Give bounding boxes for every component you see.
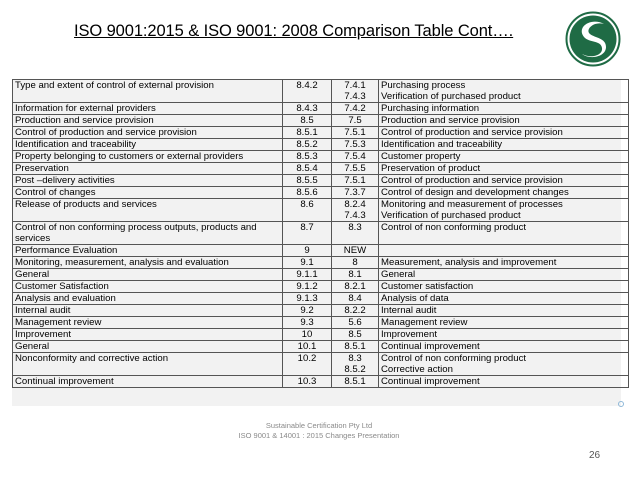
iso2008-clause: 8.5 — [348, 329, 362, 340]
requirement-name-cell: Release of products and services — [13, 199, 283, 222]
requirement-name-cell: Production and service provision — [13, 115, 283, 127]
requirement-name-cell: Type and extent of control of external provision — [13, 80, 283, 103]
iso2008-clause-cell — [332, 199, 379, 222]
iso2008-clause-cell — [332, 305, 379, 317]
iso2008-title: Customer property — [381, 151, 461, 162]
iso2008-clause: 7.5.5 — [344, 163, 366, 174]
iso2008-title-cell — [379, 257, 629, 269]
iso2015-clause-cell: 10 — [283, 329, 332, 341]
iso2008-title-cell — [379, 376, 629, 388]
requirement-name-cell: Nonconformity and corrective action — [13, 353, 283, 376]
iso2015-clause-cell: 10.2 — [283, 353, 332, 376]
iso2008-clause: 8.2.2 — [344, 305, 366, 316]
iso2008-clause-cell — [332, 329, 379, 341]
iso2008-title-cell — [379, 269, 629, 281]
iso2008-clause: 7.5 — [348, 115, 362, 126]
iso2008-clause-cell — [332, 376, 379, 388]
iso2008-clause-cell — [332, 341, 379, 353]
table-row — [13, 127, 629, 139]
iso2008-clause-cell — [332, 127, 379, 139]
iso2008-title: Control of design and development changes — [381, 187, 569, 198]
iso2008-clause: 8.2.1 — [344, 281, 366, 292]
company-logo-icon — [565, 11, 621, 67]
table-row — [13, 139, 629, 151]
iso2008-clause-cell — [332, 187, 379, 199]
iso2008-clause-cell — [332, 103, 379, 115]
table-row — [13, 187, 629, 199]
requirement-name-cell: Control of production and service provision — [13, 127, 283, 139]
iso2015-clause-cell: 9.1.2 — [283, 281, 332, 293]
iso2008-clause-cell — [332, 80, 379, 103]
iso2008-clause: NEW — [343, 245, 367, 256]
iso2008-title: Corrective action — [381, 364, 453, 375]
table-row — [13, 103, 629, 115]
iso2008-title-cell — [379, 163, 629, 175]
iso2008-title-cell — [379, 103, 629, 115]
iso2008-clause-cell — [332, 245, 379, 257]
iso2008-title: Internal audit — [381, 305, 437, 316]
iso2008-clause: 7.5.4 — [344, 151, 366, 162]
iso2008-title: General — [381, 269, 416, 280]
requirement-name-cell: Internal audit — [13, 305, 283, 317]
page-number: 26 — [589, 450, 601, 461]
iso2008-title: Monitoring and measurement of processes — [381, 199, 563, 210]
iso2008-title-cell — [379, 115, 629, 127]
table-row — [13, 353, 629, 376]
table-row — [13, 222, 629, 245]
iso2008-title: Measurement, analysis and improvement — [381, 257, 557, 268]
iso2008-clause-cell — [332, 115, 379, 127]
iso2008-title: Continual improvement — [381, 341, 480, 352]
iso2015-clause-cell: 8.5 — [283, 115, 332, 127]
table-row — [13, 281, 629, 293]
iso2008-title: Verification of purchased product — [381, 210, 521, 221]
iso2015-clause-cell: 8.5.1 — [283, 127, 332, 139]
iso2008-title-cell — [379, 329, 629, 341]
iso2008-title-cell — [379, 293, 629, 305]
iso2015-clause-cell: 8.4.3 — [283, 103, 332, 115]
requirement-name-cell: General — [13, 341, 283, 353]
iso2015-clause-cell: 8.5.2 — [283, 139, 332, 151]
requirement-name-cell: Control of changes — [13, 187, 283, 199]
iso2008-clause-cell — [332, 163, 379, 175]
iso2015-clause-cell: 8.5.3 — [283, 151, 332, 163]
iso2015-clause-cell: 9.2 — [283, 305, 332, 317]
iso2008-title: Control of non conforming product — [381, 222, 527, 233]
table-row — [13, 115, 629, 127]
iso2015-clause-cell: 8.5.4 — [283, 163, 332, 175]
iso2008-clause-cell — [332, 317, 379, 329]
iso2015-clause-cell: 8.5.6 — [283, 187, 332, 199]
iso2008-clause: 5.6 — [348, 317, 362, 328]
slide-title: ISO 9001:2015 & ISO 9001: 2008 Comparison Table Cont…. — [74, 22, 514, 40]
table-row — [13, 199, 629, 222]
table-row — [13, 341, 629, 353]
iso2008-clause: 8.3 — [348, 222, 362, 233]
requirement-name-cell: Performance Evaluation — [13, 245, 283, 257]
iso2008-title: Continual improvement — [381, 376, 480, 387]
iso2008-clause: 7.5.3 — [344, 139, 366, 150]
iso2008-title-cell — [379, 187, 629, 199]
decorative-dot-icon — [618, 401, 624, 407]
requirement-name-cell: Information for external providers — [13, 103, 283, 115]
iso2008-clause: 8.1 — [348, 269, 362, 280]
table-row — [13, 305, 629, 317]
iso2008-title-cell — [379, 245, 629, 257]
iso2008-clause-cell — [332, 151, 379, 163]
requirement-name-cell: Customer Satisfaction — [13, 281, 283, 293]
table-row — [13, 80, 629, 103]
iso2015-clause-cell: 10.1 — [283, 341, 332, 353]
iso2008-title: Identification and traceability — [381, 139, 503, 150]
requirement-name-cell: Analysis and evaluation — [13, 293, 283, 305]
iso2008-clause: 8 — [352, 257, 358, 268]
table-row — [13, 269, 629, 281]
iso2008-title: Purchasing information — [381, 103, 480, 114]
requirement-name-cell: Post –delivery activities — [13, 175, 283, 187]
requirement-name-cell: Preservation — [13, 163, 283, 175]
requirement-name-cell: Control of non conforming process outputs, products and services — [13, 222, 283, 245]
iso2008-clause-cell — [332, 353, 379, 376]
iso2008-clause: 7.4.1 — [344, 80, 366, 91]
iso2008-title-cell — [379, 305, 629, 317]
table-row — [13, 257, 629, 269]
iso2008-title: Improvement — [381, 329, 437, 340]
comparison-table-panel — [12, 79, 621, 406]
iso2008-clause: 7.4.2 — [344, 103, 366, 114]
iso2008-title-cell — [379, 175, 629, 187]
iso2008-title: Analysis of data — [381, 293, 449, 304]
iso2008-title-cell — [379, 341, 629, 353]
requirement-name-cell: Improvement — [13, 329, 283, 341]
iso2008-clause: 7.5.1 — [344, 175, 366, 186]
requirement-name-cell: Monitoring, measurement, analysis and evaluation — [13, 257, 283, 269]
iso2008-clause-cell — [332, 222, 379, 245]
iso2008-title-cell — [379, 80, 629, 103]
iso2008-clause: 8.3 — [348, 353, 362, 364]
iso2015-clause-cell: 8.4.2 — [283, 80, 332, 103]
requirement-name-cell: Continual improvement — [13, 376, 283, 388]
iso2008-title-cell — [379, 222, 629, 245]
requirement-name-cell: Identification and traceability — [13, 139, 283, 151]
table-row — [13, 293, 629, 305]
iso2008-clause: 7.5.1 — [344, 127, 366, 138]
iso2008-clause-cell — [332, 257, 379, 269]
iso2008-clause-cell — [332, 139, 379, 151]
iso2008-clause-cell — [332, 269, 379, 281]
iso2008-title: Customer satisfaction — [381, 281, 474, 292]
iso2008-title: Purchasing process — [381, 80, 466, 91]
comparison-table — [12, 79, 629, 388]
footer-company: Sustainable Certification Pty Ltd — [265, 421, 373, 430]
iso2008-clause: 7.4.3 — [344, 91, 366, 102]
table-row — [13, 163, 629, 175]
iso2008-title-cell — [379, 199, 629, 222]
iso2008-title: Production and service provision — [381, 115, 520, 126]
iso2008-clause-cell — [332, 175, 379, 187]
iso2008-title-cell — [379, 317, 629, 329]
table-row — [13, 175, 629, 187]
table-row — [13, 376, 629, 388]
iso2015-clause-cell: 9.1 — [283, 257, 332, 269]
iso2008-title: Control of production and service provision — [381, 127, 563, 138]
requirement-name-cell: Property belonging to customers or external providers — [13, 151, 283, 163]
table-row — [13, 329, 629, 341]
iso2015-clause-cell: 9.1.3 — [283, 293, 332, 305]
iso2015-clause-cell: 8.5.5 — [283, 175, 332, 187]
table-row — [13, 151, 629, 163]
iso2008-title-cell — [379, 353, 629, 376]
footer-presentation: ISO 9001 & 14001 : 2015 Changes Presentation — [238, 431, 400, 440]
iso2015-clause-cell: 9.1.1 — [283, 269, 332, 281]
iso2015-clause-cell: 9.3 — [283, 317, 332, 329]
iso2008-title: Preservation of product — [381, 163, 481, 174]
iso2008-title-cell — [379, 281, 629, 293]
iso2008-title: Verification of purchased product — [381, 91, 521, 102]
requirement-name-cell: General — [13, 269, 283, 281]
table-row — [13, 245, 629, 257]
requirement-name-cell: Management review — [13, 317, 283, 329]
iso2008-clause: 8.4 — [348, 293, 362, 304]
iso2008-title-cell — [379, 139, 629, 151]
iso2008-title: Control of non conforming product — [381, 353, 527, 364]
iso2008-clause: 8.5.1 — [344, 341, 366, 352]
iso2015-clause-cell: 8.7 — [283, 222, 332, 245]
iso2008-clause: 7.4.3 — [344, 210, 366, 221]
iso2008-clause: 8.2.4 — [344, 199, 366, 210]
iso2008-clause-cell — [332, 281, 379, 293]
iso2008-title-cell — [379, 127, 629, 139]
iso2008-title-cell — [379, 151, 629, 163]
iso2015-clause-cell: 8.6 — [283, 199, 332, 222]
table-row — [13, 317, 629, 329]
iso2008-clause: 7.3.7 — [344, 187, 366, 198]
iso2008-clause-cell — [332, 293, 379, 305]
iso2008-clause: 8.5.2 — [344, 364, 366, 375]
iso2015-clause-cell: 10.3 — [283, 376, 332, 388]
iso2008-title: Management review — [381, 317, 468, 328]
iso2008-clause: 8.5.1 — [344, 376, 366, 387]
iso2008-title: Control of production and service provision — [381, 175, 563, 186]
iso2015-clause-cell: 9 — [283, 245, 332, 257]
